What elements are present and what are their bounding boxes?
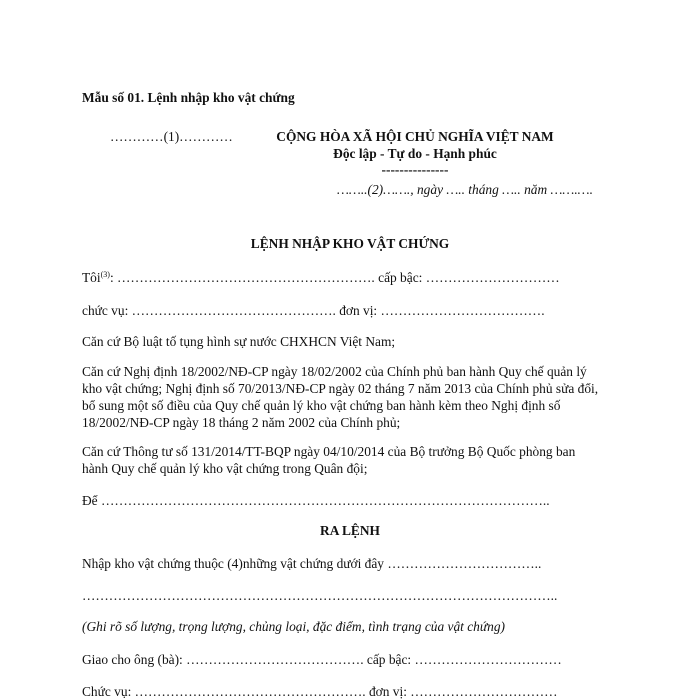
- date-line: ……..(2)……., ngày ….. tháng ….. năm …….….: [337, 182, 593, 197]
- evidence-note: (Ghi rõ số lượng, trọng lượng, chủng loại, đặc điểm, tình trạng của vật chứng): [82, 619, 506, 634]
- order-heading: RA LỆNH: [320, 523, 380, 538]
- toi-label: Tôi: [82, 270, 101, 285]
- national-title: CỘNG HÒA XÃ HỘI CHỦ NGHĨA VIỆT NAM: [276, 129, 554, 144]
- toi-rest: : …………………………………………………. cấp bậc: …………………………: [109, 270, 560, 285]
- recipient-position-line: Chức vụ: ……………………………………………. đơn vị: ……………………………: [82, 684, 558, 699]
- legal-basis-code: Căn cứ Bộ luật tố tụng hình sự nước CHXHCN Việt Nam;: [82, 334, 396, 349]
- footnote-marker: (3): [100, 270, 110, 279]
- purpose-line: Để ………………………………………………………………………………………..: [82, 493, 550, 508]
- legal-basis-circular-line: hành Quy chế quản lý kho vật chứng trong Quân đội;: [82, 461, 368, 476]
- toi-line: [82, 270, 560, 286]
- position-unit-line: chức vụ: ………………………………………. đơn vị: ……………………………….: [82, 303, 545, 318]
- evidence-intake-line: Nhập kho vật chứng thuộc (4)những vật chứng dưới đây ……………………………..: [82, 556, 542, 571]
- legal-basis-decree-line: 18/2002/NĐ-CP ngày 18 tháng 2 năm 2002 của Chính phủ;: [82, 415, 401, 430]
- legal-basis-decree-line: bổ sung một số điều của Quy chế quản lý kho vật chứng ban hành kèm theo Nghị định số: [82, 398, 561, 413]
- document-title: LỆNH NHẬP KHO VẬT CHỨNG: [250, 236, 450, 251]
- legal-basis-decree-line: Căn cứ Nghị định 18/2002/NĐ-CP ngày 18/02/2002 của Chính phủ ban hành Quy chế quản lý: [82, 364, 587, 379]
- dotted-fill-line: ……………………………………………………………………………………………..: [82, 588, 558, 603]
- legal-basis-decree-line: kho vật chứng; Nghị định số 70/2013/NĐ-CP ngày 02 tháng 7 năm 2013 của Chính phủ sửa đổi,: [82, 381, 599, 396]
- legal-basis-circular-line: Căn cứ Thông tư số 131/2014/TT-BQP ngày 04/10/2014 của Bộ trưởng Bộ Quốc phòng ban: [82, 444, 576, 459]
- recipient-line: Giao cho ông (bà): …………………………………. cấp bậc: ……………………………: [82, 652, 562, 667]
- motto: Độc lập - Tự do - Hạnh phúc: [333, 146, 497, 161]
- motto-rule: ---------------: [381, 162, 449, 177]
- form-label: Mẫu số 01. Lệnh nhập kho vật chứng: [82, 90, 295, 105]
- unit-placeholder: …………(1)…………: [110, 129, 233, 144]
